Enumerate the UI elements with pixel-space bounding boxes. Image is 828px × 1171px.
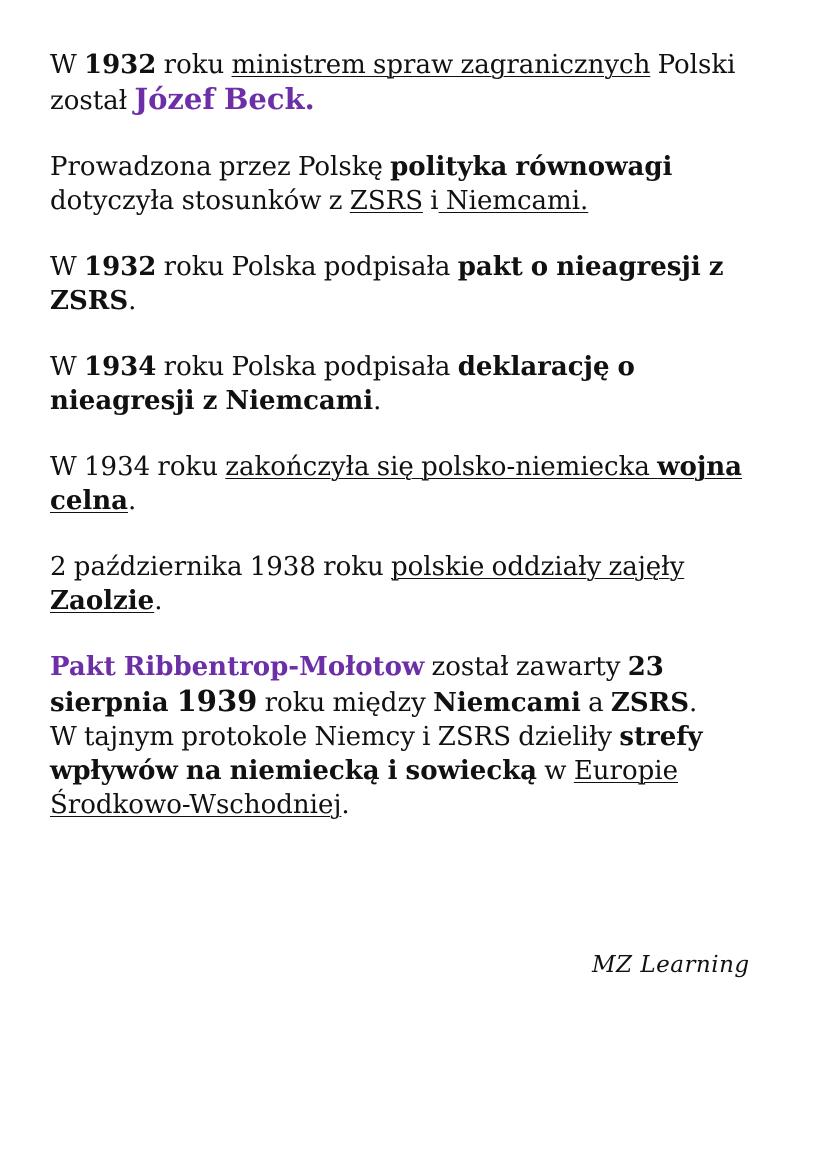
units-phrase: polskie oddziały zajęły — [390, 552, 685, 582]
text: W 1934 roku — [50, 452, 226, 482]
signature: MZ Learning — [592, 952, 750, 978]
text: roku między — [257, 688, 434, 718]
year-1932: 1932 — [84, 252, 157, 282]
spheres-term-end: wpływów na niemiecką i sowiecką — [50, 756, 538, 786]
date-month: sierpnia — [50, 688, 177, 718]
date-day: 23 — [627, 652, 664, 682]
paragraph-customs-war — [50, 450, 785, 518]
declaration-term-end: nieagresji z Niemcami — [50, 386, 374, 416]
ended-phrase: zakończyła się polsko-niemiecka — [225, 452, 658, 482]
text: został zawarty — [424, 652, 628, 682]
text: a — [580, 688, 611, 718]
text: W — [50, 50, 84, 80]
text: roku Polska podpisała — [156, 252, 458, 282]
year-1934: 1934 — [84, 352, 157, 382]
customs-war-term-end: celna — [50, 486, 128, 516]
policy-term: polityka równowagi — [390, 152, 673, 182]
text: w — [537, 756, 574, 786]
year-1932: 1932 — [84, 50, 157, 80]
germany-term: Niemcami. — [438, 186, 589, 216]
germany-term: Niemcami — [433, 688, 581, 718]
text: Prowadzona przez Polskę — [50, 152, 391, 182]
text: roku — [156, 50, 232, 80]
spheres-term: strefy — [619, 722, 703, 752]
text: Polski — [650, 50, 736, 80]
text: W tajnym protokole Niemcy i ZSRS dzieliły — [50, 722, 620, 752]
text: . — [128, 486, 137, 516]
paragraph-beck — [50, 48, 785, 118]
text: dotyczyła stosunków z — [50, 186, 350, 216]
region-term-end: Środkowo-Wschodniej — [50, 790, 342, 820]
pact-term: pakt o nieagresji z — [457, 252, 724, 282]
text: został — [50, 86, 135, 116]
region-term: Europie — [573, 756, 678, 786]
pact-term-end: ZSRS — [50, 286, 129, 316]
zsrs-term: ZSRS — [349, 186, 424, 216]
customs-war-term: wojna — [657, 452, 743, 482]
text: . — [128, 286, 137, 316]
pact-name: Pakt Ribbentrop-Mołotow — [50, 652, 425, 682]
text: . — [154, 586, 163, 616]
document-body — [50, 48, 785, 822]
zsrs-term: ZSRS — [610, 688, 690, 718]
office-phrase: ministrem spraw zagranicznych — [231, 50, 651, 80]
text: . — [373, 386, 382, 416]
text: W — [50, 352, 84, 382]
paragraph-ribbentrop-molotov — [50, 650, 785, 822]
text: . — [689, 688, 698, 718]
text: . — [341, 790, 350, 820]
text: i — [423, 186, 439, 216]
paragraph-declaration-1934 — [50, 350, 785, 418]
text: roku Polska podpisała — [156, 352, 458, 382]
declaration-term: deklarację o — [457, 352, 635, 382]
text: 2 października 1938 roku — [50, 552, 391, 582]
paragraph-pact-1932 — [50, 250, 785, 318]
year-1939: 1939 — [176, 684, 258, 718]
paragraph-policy — [50, 150, 785, 218]
zaolzie-term: Zaolzie — [50, 586, 155, 616]
paragraph-zaolzie — [50, 550, 785, 618]
name-jozef-beck: Józef Beck. — [134, 82, 315, 116]
text: W — [50, 252, 84, 282]
